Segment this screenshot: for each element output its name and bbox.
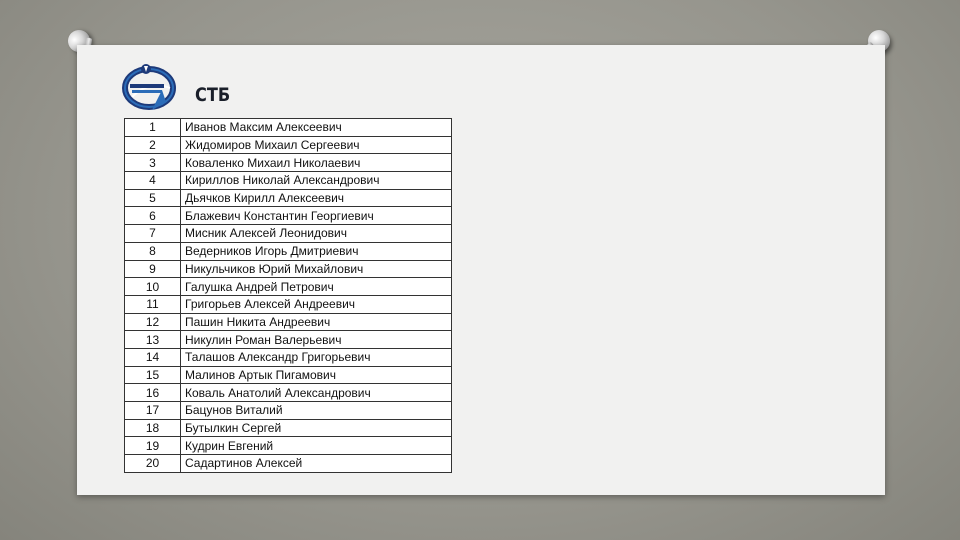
row-number: 6 [125,207,181,225]
player-name: Дьячков Кирилл Алексеевич [181,189,452,207]
row-number: 7 [125,225,181,243]
table-row [125,242,452,260]
player-name: Бацунов Виталий [181,402,452,420]
row-number: 18 [125,419,181,437]
row-number: 1 [125,119,181,137]
table-row [125,225,452,243]
table-row [125,119,452,137]
table-row [125,419,452,437]
table-row [125,189,452,207]
row-number: 13 [125,331,181,349]
table-row [125,402,452,420]
row-number: 9 [125,260,181,278]
row-number: 20 [125,455,181,473]
player-name: Жидомиров Михаил Сергеевич [181,136,452,154]
player-name: Кудрин Евгений [181,437,452,455]
table-row [125,313,452,331]
table-row [125,154,452,172]
row-number: 16 [125,384,181,402]
slide-title: СТБ [195,84,231,106]
row-number: 10 [125,278,181,296]
player-name: Блажевич Константин Георгиевич [181,207,452,225]
table-row [125,207,452,225]
row-number: 11 [125,295,181,313]
table-row [125,366,452,384]
row-number: 19 [125,437,181,455]
row-number: 8 [125,242,181,260]
table-row [125,348,452,366]
player-name: Никулин Роман Валерьевич [181,331,452,349]
player-name: Бутылкин Сергей [181,419,452,437]
player-name: Малинов Артык Пигамович [181,366,452,384]
player-name: Кириллов Николай Александрович [181,172,452,190]
row-number: 14 [125,348,181,366]
team-emblem-icon [122,62,180,112]
table-row [125,295,452,313]
row-number: 3 [125,154,181,172]
player-name: Садартинов Алексей [181,455,452,473]
table-row [125,172,452,190]
row-number: 5 [125,189,181,207]
roster-table [124,118,452,473]
row-number: 12 [125,313,181,331]
table-row [125,437,452,455]
player-name: Григорьев Алексей Андреевич [181,295,452,313]
player-name: Ведерников Игорь Дмитриевич [181,242,452,260]
player-name: Галушка Андрей Петрович [181,278,452,296]
player-name: Пашин Никита Андреевич [181,313,452,331]
player-name: Коваль Анатолий Александрович [181,384,452,402]
table-row [125,136,452,154]
row-number: 2 [125,136,181,154]
row-number: 4 [125,172,181,190]
row-number: 15 [125,366,181,384]
table-row [125,455,452,473]
player-name: Талашов Александр Григорьевич [181,348,452,366]
player-name: Никульчиков Юрий Михайлович [181,260,452,278]
player-name: Мисник Алексей Леонидович [181,225,452,243]
table-row [125,260,452,278]
player-name: Коваленко Михаил Николаевич [181,154,452,172]
table-row [125,384,452,402]
player-name: Иванов Максим Алексеевич [181,119,452,137]
table-row [125,331,452,349]
row-number: 17 [125,402,181,420]
table-row [125,278,452,296]
